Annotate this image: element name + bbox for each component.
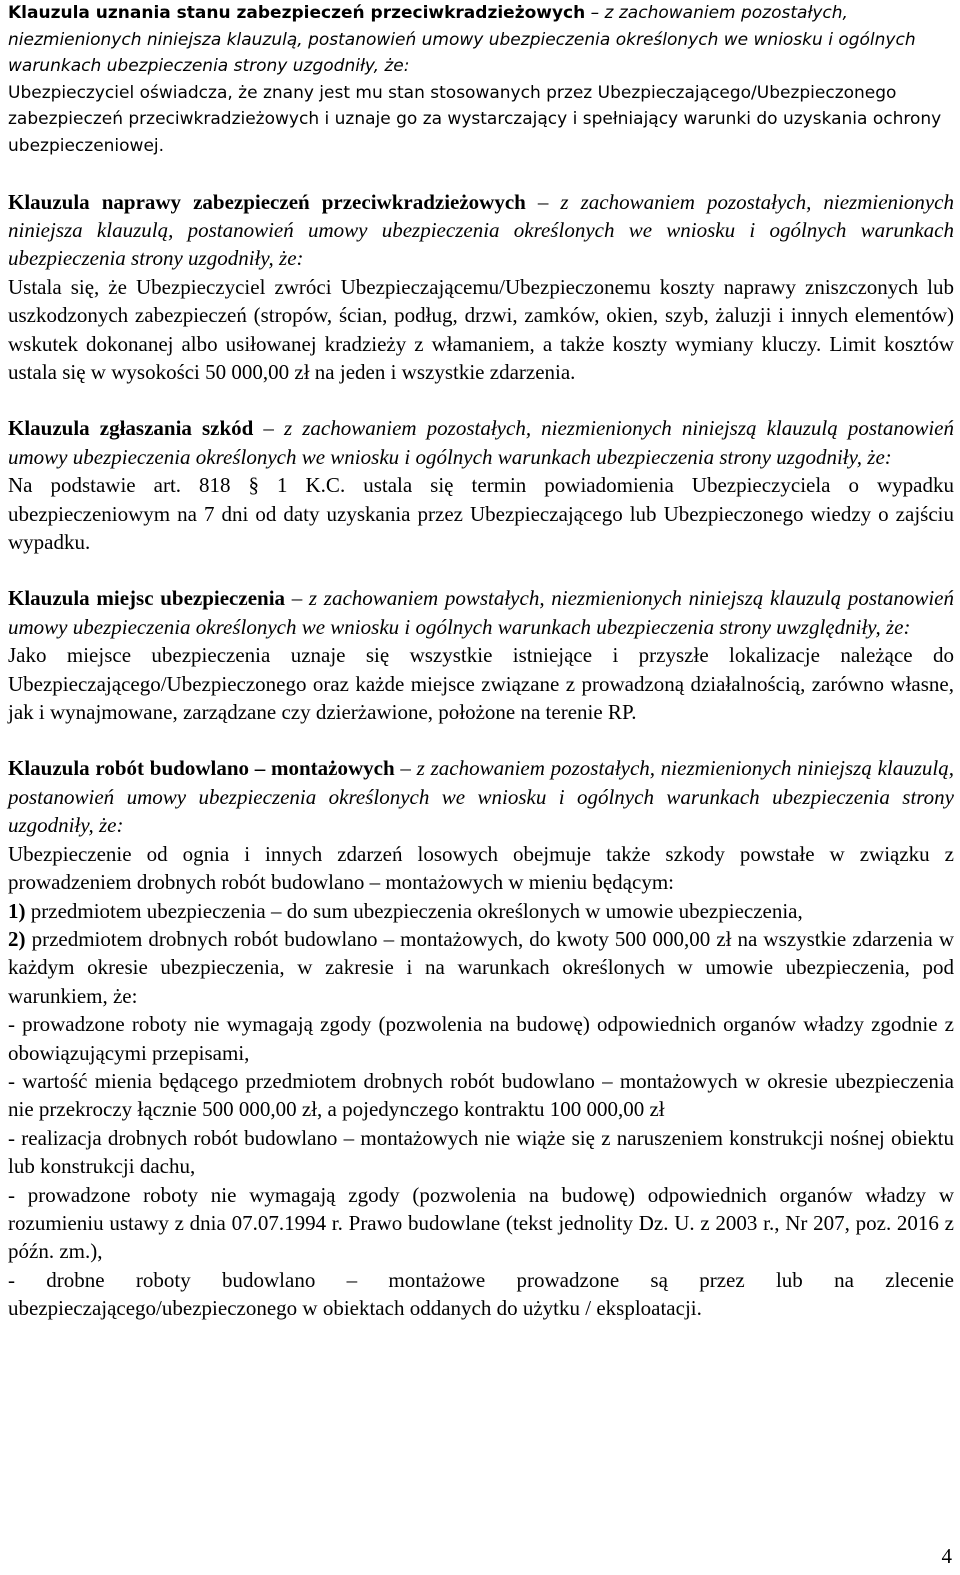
list-item [8,925,954,1010]
clause-body: Na podstawie art. 818 § 1 K.C. ustala się termin powiadomienia Ubezpieczyciela o wypadku ubezpieczeniowym na 7 dni od daty uzyskania przez Ubezpieczającego lub Ubezpieczonego wiedzy o zajściu wypadku. [8,473,954,555]
list-item-number: 2) [8,926,26,951]
clause-security-repair [8,188,954,387]
clause-title: Klauzula uznania stanu zabezpieczeń przeciwkradzieżowych [8,3,586,23]
clause-intro: – z zachowaniem pozostałych, niezmienionych niniejsza klauzulą, postanowień umowy ubezpieczenia określonych we wniosku i ogólnych warunkach ubezpieczenia strony uzgodniły, że: [8,3,916,77]
condition-item: - wartość mienia będącego przedmiotem drobnych robót budowlano – montażowych w okresie ubezpieczenia nie przekroczy łącznie 500 000,00 zł, a pojedynczego kontraktu 100 000,00 zł [8,1068,954,1122]
clause-damage-reporting [8,414,954,556]
clause-title: Klauzula robót budowlano – montażowych [8,756,395,781]
condition-item: - prowadzone roboty nie wymagają zgody (pozwolenia na budowę) odpowiednich organów władzy w rozumieniu ustawy z dnia 07.07.1994 r. Prawo budowlane (tekst jednolity Dz. U. z 2003 r., Nr 207, poz. 2016 z późn. zm.), [8,1182,954,1264]
clause-body: Ustala się, że Ubezpieczyciel zwróci Ubezpieczającemu/Ubezpieczonemu koszty naprawy zniszczonych lub uszkodzonych zabezpieczeń (stropów, ścian, podług, drzwi, zamków, okien, szyb, żaluzji i innych elementów) wskutek dokonanej albo usiłowanej kradzieży z włamaniem, a także koszty wymiany kluczy. Limit kosztów ustala się w wysokości 50 000,00 zł na jeden i wszystkie zdarzenia. [8,274,954,384]
clause-insurance-locations [8,584,954,726]
clause-security-acknowledgement [8,0,954,160]
document-page [8,0,954,1323]
page-number: 4 [941,1544,952,1568]
clause-title: Klauzula miejsc ubezpieczenia [8,586,286,611]
clause-intro: – z zachowaniem pozostałych, niezmienionych niniejsza klauzulą, postanowień umowy ubezpieczenia określonych we wniosku i ogólnych warunkach ubezpieczenia strony uzgodniły, że: [8,189,955,271]
condition-item: - realizacja drobnych robót budowlano – montażowych nie wiąże się z naruszeniem konstrukcji nośnej obiektu lub konstrukcji dachu, [8,1125,954,1179]
clause-title: Klauzula zgłaszania szkód [8,416,254,441]
clause-intro: – z zachowaniem pozostałych, niezmienionych niniejszą klauzulą, postanowień umowy ubezpieczenia określonych we wniosku i ogólnych warunkach ubezpieczenia strony uzgodniły, że: [8,756,954,838]
condition-item: - prowadzone roboty nie wymagają zgody (pozwolenia na budowę) odpowiednich organów władzy zgodnie z obowiązującymi przepisami, [8,1012,954,1065]
clause-intro: – z zachowaniem pozostałych, niezmienionych niniejszą klauzulą postanowień umowy ubezpieczenia określonych we wniosku i ogólnych warunkach ubezpieczenia strony uzgodniły, że: [8,416,954,469]
condition-item: - drobne roboty budowlano – montażowe prowadzone są przez lub na zlecenie ubezpieczającego/ubezpieczonego w obiektach oddanych do użytku / eksploatacji. [8,1267,954,1321]
list-item-text: przedmiotem ubezpieczenia – do sum ubezpieczenia określonych w umowie ubezpieczenia, [25,898,803,923]
clause-intro: – z zachowaniem powstałych, niezmienionych niniejszą klauzulą postanowień umowy ubezpieczenia określonych we wniosku i ogólnych warunkach ubezpieczenia strony uwzględniły, że: [8,586,954,639]
clause-paragraph [8,754,954,839]
clause-title: Klauzula naprawy zabezpieczeń przeciwkradzieżowych [8,189,526,214]
clause-paragraph [8,584,954,641]
clause-paragraph [8,188,954,273]
clause-construction-works [8,754,954,1322]
list-item [8,897,954,925]
clause-body: Ubezpieczenie od ognia i innych zdarzeń losowych obejmuje także szkody powstałe w związku z prowadzeniem drobnych robót budowlano – montażowych w mieniu będącym: [8,841,954,895]
clause-paragraph [8,0,954,80]
list-item-text: przedmiotem drobnych robót budowlano – montażowych, do kwoty 500 000,00 zł na wszystkie zdarzenia w każdym okresie ubezpieczenia, w zakresie i na warunkach określonych w umowie ubezpieczenia, pod warunkiem, że: [8,926,954,1008]
clause-paragraph [8,414,954,471]
clause-body: Jako miejsce ubezpieczenia uznaje się wszystkie istniejące i przyszłe lokalizacje należące do Ubezpieczającego/Ubezpieczonego oraz każde miejsce związane z prowadzoną działalnością, zarówno własne, jak i wynajmowane, zarządzane czy dzierżawione, położone na terenie RP. [8,643,954,725]
list-item-number: 1) [8,898,26,923]
clause-body: Ubezpieczyciel oświadcza, że znany jest mu stan stosowanych przez Ubezpieczającego/Ubezpieczonego zabezpieczeń przeciwkradzieżowych i uznaje go za wystarczający i spełniający warunki do uzyskania ochrony ubezpieczeniowej. [8,82,942,156]
